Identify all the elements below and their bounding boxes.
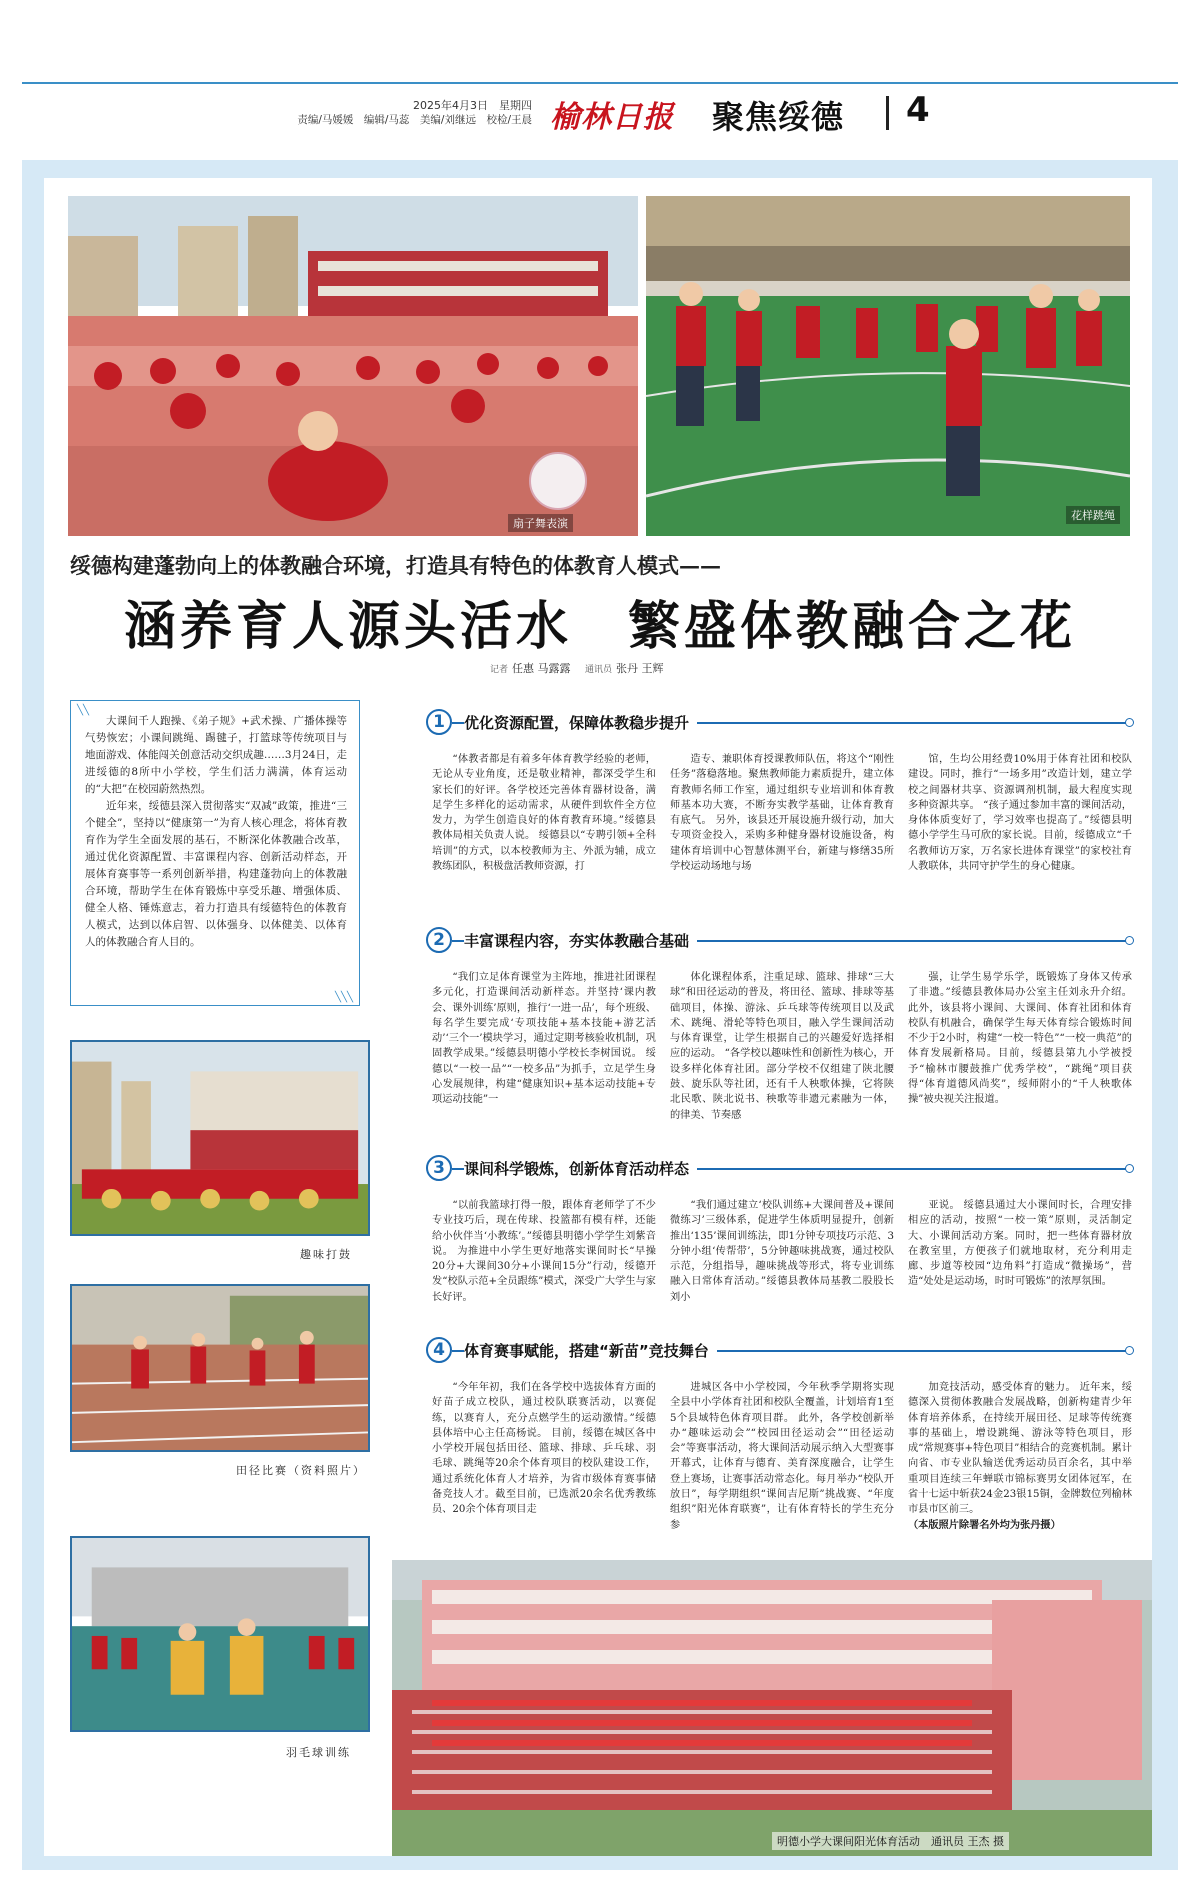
fan-dance-image [68,196,638,536]
section-1-header [424,707,1134,739]
photo-drumming [70,1040,370,1236]
issue-date: 2025年4月3日 星期四 [413,99,532,112]
photo-school-assembly [392,1560,1152,1856]
section-4-col-2: 进城区各中小学校园，今年秋季学期将实现全县中小学体育社团和校队全覆盖，计划培育1至5个县域特色体育项目群。 此外，各学校创新举办“趣味运动会”“校园田径运动会”“田径运动会”等赛事活动，将大课间活动展示纳入大型赛事开幕式，让体育与德育、美育深度融合，让学生登上赛场，让赛事活动常态化。每月举办“校队开放日”，每学期组织“课间吉尼斯”挑战赛、“年度组织”阳光体育联赛”，让有体育特长的学生充分参 [670,1382,894,1531]
section-3-col-1: “以前我篮球打得一般，跟体育老师学了不少专业技巧后，现在传球、投篮都有模有样，还能给小伙伴当‘小教练’。”绥德县明德小学学生刘紫音说。 为推进中小学生更好地落实课间时长“早操20分+大课间30分+小课间15分”行动，绥德开发“校队示范+全员跟练”模式，深受广大学生与家长好评。 [432,1200,656,1303]
track-race-image [72,1286,368,1450]
section-4-body [432,1380,1132,1558]
photo-rope-skipping [646,196,1130,536]
section-4-col-1: “今年年初，我们在各学校中选拔体育方面的好苗子成立校队，通过校队联赛活动，以赛促练，以赛育人，充分点燃学生的运动激情。”绥德县体培中心主任高杨说。 目前，绥德在城区各中小学校开展包括田径、篮球、排球、乒乓球、羽毛球、跳绳等20余个体育项目的校队建设工作，通过系统化体育人才培养，为省市级体育赛事储备竞技人才。截至目前，已选派20余名优秀教练员、20余个体育项目走 [432,1382,656,1516]
section-4-number: 4 [426,1337,452,1363]
section-1-col-2: 造专、兼职体育授课教师队伍，将这个“刚性任务”落稳落地。聚焦教师能力素质提升，建立体育教师名师工作室，通过组织专业培训和体育教师基本功大赛，不断夯实教学基础，让体育教育有底气。 另外，该县还开展设施升级行动，加大专项资金投入，采购多种健身器材设施设备，构建体育培训中心智慧体测平台，新建与修缮35所学校运动场地与场 [670,754,894,873]
section-3-col-3: 亚说。 绥德县通过大小课间时长，合理安排相应的活动，按照“一校一策”原则，灵活制定大、小课间活动方案。同时，把一些体育器材放在教室里，方便孩子们就地取材，充分利用走廊、步道等校园“边角料”打造成“微操场”，营造“处处是运动场，时时可锻炼”的浓厚氛围。 [908,1200,1132,1288]
newspaper-logo: 榆林日报 [550,100,674,135]
section-2-col-3: 强，让学生易学乐学，既锻炼了身体又传承了非遗。”绥德县教体局办公室主任刘永升介绍。 此外，该县将小课间、大课间、体育社团和体育校队有机融合，确保学生每天体育综合锻炼时间不少于2小时，构建“一校一特色”“一校一典范”的体育发展新格局。目前，绥德县第九小学被授予“榆林市腰鼓推广优秀学校”，“跳绳”项目获得“体育道德风尚奖”，绥师附小的“千人秧歌体操”被央视关注报道。 [908,972,1132,1106]
photo-badminton [70,1536,370,1732]
section-1-number: 1 [426,709,452,735]
editor-credits: 责编/马媛媛 编辑/马蕊 美编/刘继远 校检/王晨 [297,114,532,126]
section-1-body [432,752,1132,924]
page-number: 4 [906,90,930,130]
section-4-col-3 [908,1380,1132,1558]
section-1-end-dot [1125,718,1134,727]
section-2-title: 丰富课程内容，夯实体教融合基础 [464,930,697,951]
caption-fan-dance: 扇子舞表演 [508,514,573,532]
section-2-col-2: 体化课程体系，注重足球、篮球、排球“三大球”和田径运动的普及，将田径、篮球、排球等基础项目，体操、游泳、乒乓球等传统项目以及武术、跳绳、滑轮等特色项目，融入学生课间活动与体育课堂，让学生根据自己的兴趣爱好选择相应的运动。 “各学校以趣味性和创新性为核心，开设多样化体育社团。部分学校不仅组建了陕北腰鼓、旋乐队等社团，还有千人秧歌体操，它将陕北民歌、陕北说书、秧歌等非遗元素融为一体，的律美、节奏感 [670,972,894,1121]
section-1-col-1: “体教者都是有着多年体育教学经验的老师，无论从专业角度，还是敬业精神，都深受学生和家长们的好评。各学校还完善体育器材设备，满足学生多样化的运动需求，从硬件到软件全方位发力，为学生创造良好的体育教育环境。”绥德县教体局相关负责人说。 绥德县以“专聘引领+全科培训”的方式，以本校教师为主、外派为辅，成立教练团队，积极盘活教师资源，打 [432,754,656,873]
caption-drumming: 趣味打鼓 [300,1248,352,1261]
masthead-divider [886,96,889,130]
section-title: 聚焦绥德 [712,98,845,136]
section-2-number: 2 [426,927,452,953]
masthead-meta [262,98,532,128]
school-assembly-image [392,1560,1152,1856]
drumming-image [72,1042,368,1234]
badminton-image [72,1538,368,1730]
intro-paragraph-1: 大课间千人跑操、《弟子规》+武术操、广播体操等气势恢宏；小课间跳绳、踢毽子，打篮球等传统项目与地面游戏、体能闯关创意活动交织成趣……3月24日，走进绥德的8所中小学校，学生们活力满满，体育运动的“大把”在校园蔚然热烈。 [85,715,347,795]
section-1-title: 优化资源配置，保障体教稳步提升 [464,712,697,733]
section-2-end-dot [1125,936,1134,945]
photo-credit-note: （本版照片除署名外均为张丹摄） [908,1519,1061,1531]
photo-track-race [70,1284,370,1452]
article-headline: 涵养育人源头活水 繁盛体教融合之花 [123,597,1076,657]
section-4-end-dot [1125,1346,1134,1355]
caption-badminton: 羽毛球训练 [286,1746,351,1759]
intro-box [70,700,360,1006]
section-2-col-1: “我们立足体育课堂为主阵地，推进社团课程多元化，打造课间活动新样态。并坚持‘课内教会、课外训练’原则，推行‘一进一品’，每个班级、每名学生要完成‘专项技能+基本技能+游艺活动’‘三个一’模块学习，通过定期考核验收机制，巩固教学成果。”绥德县明德小学校长李树国说。 绥德以“一校一品”“一校多品”为抓手，立足学生身心发展规律，构建“健康知识+基本运动技能+专项运动技能”一 [432,972,656,1106]
byline-reporter-label: 记者 [490,665,509,675]
byline-correspondent-label: 通讯员 [585,665,613,675]
section-3-number: 3 [426,1155,452,1181]
section-3-body [432,1198,1132,1328]
section-4-title: 体育赛事赋能，搭建“新苗”竞技舞台 [464,1340,717,1361]
byline-correspondents: 张丹 王辉 [616,662,664,675]
section-4-header [424,1335,1134,1367]
rope-skipping-image [646,196,1130,536]
section-3-col-2: “我们通过建立‘校队训练+大课间普及+课间微练习’三级体系，促进学生体质明显提升，创新推出‘135’课间训练法，即1分钟专项技巧示范、3分钟小组‘传帮带’，5分钟趣味挑战赛，通过校队示范，分组指导，趣味挑战等形式，将专业训练融入日常体育活动。”绥德县教体局基教二股股长刘小 [670,1200,894,1303]
caption-track-race: 田径比赛（资料照片） [236,1464,366,1477]
photo-fan-dance [68,196,638,536]
article-byline [490,660,790,676]
masthead [22,82,1178,137]
article-kicker: 绥德构建蓬勃向上的体教融合环境，打造具有特色的体教育人模式—— [70,553,721,578]
byline-reporters: 任惠 马露露 [512,662,571,675]
caption-rope-skipping: 花样跳绳 [1066,506,1120,524]
intro-corner-decoration: ╲╲ [77,705,90,716]
section-3-end-dot [1125,1164,1134,1173]
section-2-body [432,970,1132,1146]
caption-school-assembly: 明德小学大课间阳光体育活动 通讯员 王杰 摄 [772,1832,1009,1850]
intro-corner-decoration-end: ╲╲╲ [334,992,353,1003]
section-3-title: 课间科学锻炼，创新体育活动样态 [464,1158,697,1179]
section-1-col-3: 馆，生均公用经费10%用于体育社团和校队建设。同时，推行“一场多用”改造计划，建立学校之间器材共享、资源调剂机制，最大程度实现多种资源共享。 “孩子通过参加丰富的课间活动，身体体质变好了，学习效率也提高了。”绥德县明德小学学生马可欣的家长说。目前，绥德成立“千名教师访万家，万名家长进体育课堂”的家校社育人教联体，共同守护学生的身心健康。 [908,754,1132,873]
intro-paragraph-2: 近年来，绥德县深入贯彻落实“双减”政策，推进“三个健全”，坚持以“健康第一”为育人核心理念，将体育教育作为学生全面发展的基石，不断深化体教融合改革，通过优化资源配置、丰富课程内容、创新活动样态，开展体育赛事等一系列创新举措，构建蓬勃向上的体教融合环境，帮助学生在体育锻炼中享受乐趣、增强体质、健全人格、锤炼意志，着力打造具有绥德特色的体教育人模式，达到以体启智、以体强身、以体健美、以体育人的体教融合育人目的。 [85,800,347,948]
section-3-header [424,1153,1134,1185]
section-2-header [424,925,1134,957]
section-4-col-3-text: 加竞技活动，感受体育的魅力。 近年来，绥德深入贯彻体教融合发展战略，创新构建青少年体育培养体系，在持续开展田径、足球等传统赛事的基础上，增设跳绳、游泳等特色项目，形成“常规赛事+特色项目”相结合的竞赛机制。累计向省、市专业队输送优秀运动员百余名，其中举重项目连续三年蝉联市锦标赛男女团体冠军，在省十七运中斩获24金23银15铜，金牌数位列榆林市县市区前三。 [908,1382,1132,1516]
